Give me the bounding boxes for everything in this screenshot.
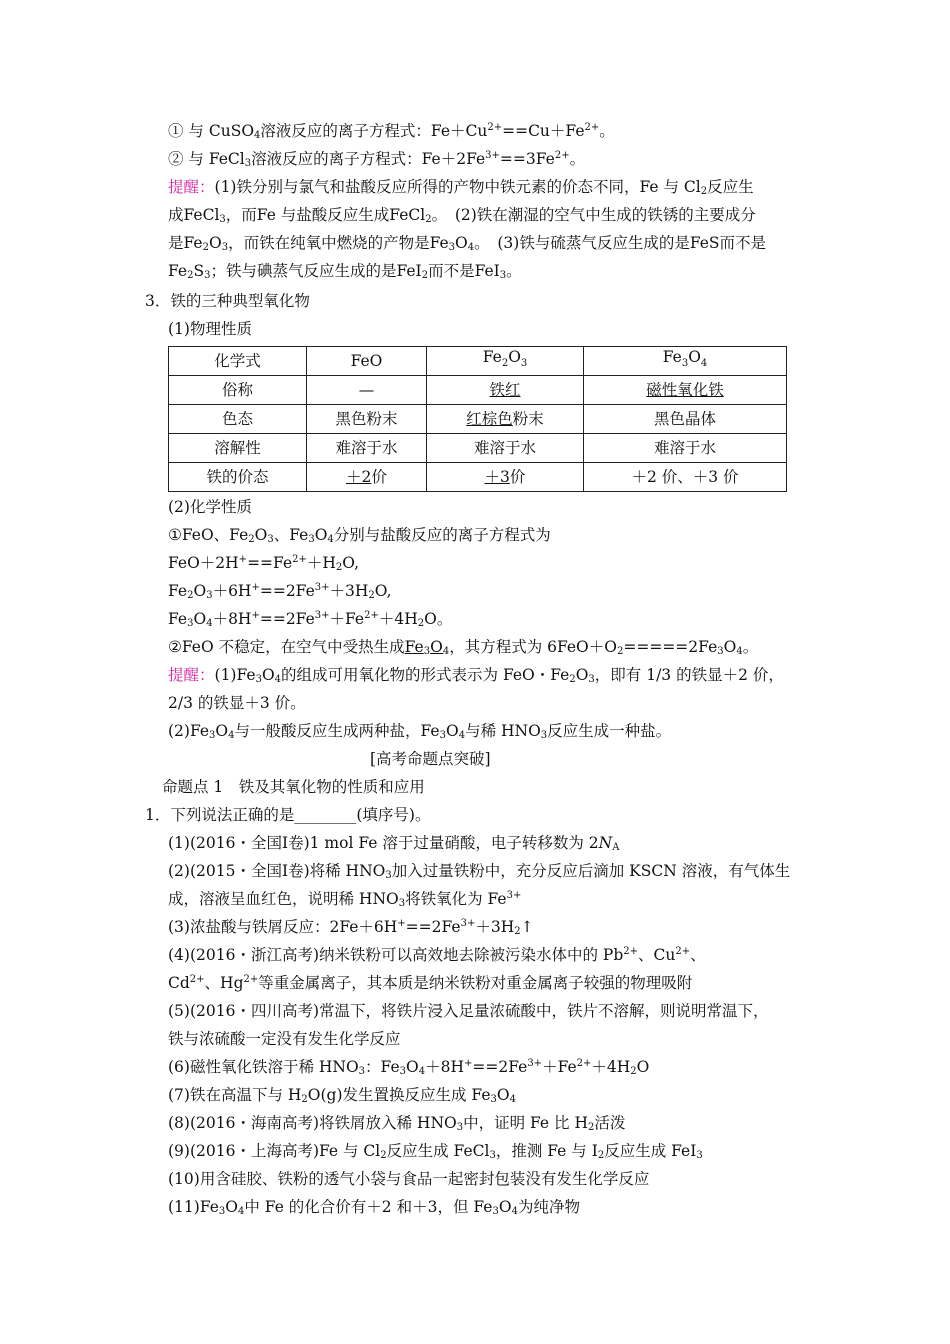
- table-cell: ＋2价: [307, 463, 427, 492]
- table-cell: ＋3价: [427, 463, 584, 492]
- table-cell: 磁性氧化铁: [584, 376, 787, 405]
- table-cell: 溶解性: [169, 434, 307, 463]
- tip-paragraph-1-line-3: 是$Fe_2O_3$，而铁在纯氧中燃烧的产物是$Fe_3O_4$。 (3)铁与硫蒸气反应生成的是FeS而不是: [168, 234, 767, 253]
- tip-label: 提醒：: [168, 666, 215, 684]
- table-cell: ＋2 价、＋3 价: [584, 463, 787, 492]
- table-cell: 色态: [169, 405, 307, 434]
- table-cell: $Fe_2O_3$: [427, 347, 584, 376]
- option-10: (10)用含硅胶、铁粉的透气小袋与食品一起密封包装没有发生化学反应: [168, 1170, 650, 1188]
- option-8: (8)(2016・海南高考)将铁屑放入稀 $HNO_3$中，证明 Fe 比 $H_2$活泼: [168, 1114, 626, 1133]
- table-cell: 黑色粉末: [307, 405, 427, 434]
- table-cell: 难溶于水: [584, 434, 787, 463]
- option-2-line-1: (2)(2015・全国Ⅰ卷)将稀 $HNO_3$加入过量铁粉中，充分反应后滴加 KSCN 溶液，有气体生: [168, 862, 791, 881]
- table-cell: $Fe_3O_4$: [584, 347, 787, 376]
- tip-label: 提醒：: [168, 178, 215, 196]
- table-row: [169, 405, 787, 434]
- gaokao-heading: [高考命题点突破]: [370, 750, 491, 768]
- option-1: (1)(2016・全国Ⅰ卷)1 mol Fe 溶于过量硝酸，电子转移数为 $2N_A$: [168, 834, 620, 853]
- tip-paragraph-2-line-3: $(2)Fe_3O_4$与一般酸反应生成两种盐，$Fe_3O_4$与稀 $HNO_3$反应生成一种盐。: [168, 722, 672, 741]
- tip-paragraph-1-line-4: $Fe_2S_3$；铁与碘蒸气反应生成的是FeI$_2$而不是FeI$_3$。: [168, 262, 522, 281]
- reaction-line-fecl3: ② 与 FeCl$_3$溶液反应的离子方程式：$Fe+2Fe^{3+}==3Fe^{2+}$。: [168, 150, 586, 169]
- section-heading: 3．铁的三种典型氧化物: [145, 292, 310, 310]
- oxide-properties-table: [168, 346, 787, 492]
- chem-line-intro: ①FeO、$Fe_2O_3$、$Fe_3O_4$分别与盐酸反应的离子方程式为: [168, 526, 551, 545]
- equation-fe3o4: $Fe_3O_4+8H^+==2Fe^{3+}+Fe^{2+}+4H_2O$。: [168, 610, 453, 629]
- option-9: (9)(2016・上海高考)Fe 与 $Cl_2$反应生成 FeCl$_3$，推测 Fe 与 $I_2$反应生成 FeI$_3$: [168, 1142, 703, 1161]
- tip-paragraph-1-line-1: 提醒：(1)铁分别与氯气和盐酸反应所得的产物中铁元素的价态不同，Fe 与 $Cl_2$反应生: [168, 178, 754, 197]
- tip-paragraph-2-line-1: 提醒：$(1)Fe_3O_4$的组成可用氧化物的形式表示为 FeO・$Fe_2O_3$，即有 1/3 的铁显＋2 价，: [168, 666, 784, 685]
- tip-paragraph-2-line-2: 2/3 的铁显＋3 价。: [168, 694, 306, 712]
- option-4-line-2: $Cd^{2+}$、$Hg^{2+}$等重金属离子，其本质是纳米铁粉对重金属离子较强的物理吸附: [168, 974, 693, 992]
- equation-fe2o3: $Fe_2O_3+6H^+==2Fe^{3+}+3H_2O$,: [168, 582, 392, 601]
- option-6: (6)磁性氧化铁溶于稀 $HNO_3$：$Fe_3O_4+8H^+==2Fe^{3+}+Fe^{2+}+4H_2O$: [168, 1058, 650, 1077]
- table-cell: 黑色晶体: [584, 405, 787, 434]
- option-4-line-1: (4)(2016・浙江高考)纳米铁粉可以高效地去除被污染水体中的 $Pb^{2+}$、$Cu^{2+}$、: [168, 946, 706, 964]
- option-11: $(11)Fe_3O_4$中 Fe 的化合价有＋2 和＋3，但 $Fe_3O_4$为纯净物: [168, 1198, 580, 1217]
- table-cell: FeO: [307, 347, 427, 376]
- table-cell: 铁红: [427, 376, 584, 405]
- table-cell: 红棕色粉末: [427, 405, 584, 434]
- tip-paragraph-1-line-2: 成FeCl$_3$，而Fe 与盐酸反应生成FeCl$_2$。 (2)铁在潮湿的空气中生成的铁锈的主要成分: [168, 206, 756, 225]
- table-row: [169, 463, 787, 492]
- table-cell: 难溶于水: [307, 434, 427, 463]
- equation-feo: $FeO+2H^+==Fe^{2+}+H_2O$,: [168, 554, 360, 573]
- subsection-heading-chemical: (2)化学性质: [168, 498, 252, 516]
- table-cell: 化学式: [169, 347, 307, 376]
- table-row: [169, 376, 787, 405]
- reaction-line-cuso4: ① 与 CuSO$_4$溶液反应的离子方程式：$Fe+Cu^{2+}==Cu+Fe^{2+}$。: [168, 122, 615, 141]
- proposition-point-heading: 命题点 1 铁及其氧化物的性质和应用: [162, 778, 425, 796]
- chem-line-feo-unstable: ②FeO 不稳定，在空气中受热生成$Fe_3O_4$，其方程式为 $6FeO+O_2=====2Fe_3O_4$。: [168, 638, 759, 657]
- subsection-heading-physical: (1)物理性质: [168, 320, 252, 338]
- table-row: [169, 434, 787, 463]
- table-cell: 铁的价态: [169, 463, 307, 492]
- table-cell: 俗称: [169, 376, 307, 405]
- table-cell: —: [307, 376, 427, 405]
- option-2-line-2: 成，溶液呈血红色，说明稀 $HNO_3$将铁氧化为 $Fe^{3+}$: [168, 890, 522, 909]
- question-stem: 1．下列说法正确的是________(填序号)。: [145, 806, 431, 824]
- option-3: (3)浓盐酸与铁屑反应：$2Fe+6H^+==2Fe^{3+}+3H_2↑$: [168, 918, 534, 937]
- option-5-line-1: (5)(2016・四川高考)常温下，将铁片浸入足量浓硫酸中，铁片不溶解，则说明常温下，: [168, 1002, 769, 1020]
- table-cell: 难溶于水: [427, 434, 584, 463]
- option-7: (7)铁在高温下与 $H_2O(g)$发生置换反应生成 $Fe_3O_4$: [168, 1086, 516, 1105]
- table-header-row: [169, 347, 787, 376]
- option-5-line-2: 铁与浓硫酸一定没有发生化学反应: [168, 1030, 401, 1048]
